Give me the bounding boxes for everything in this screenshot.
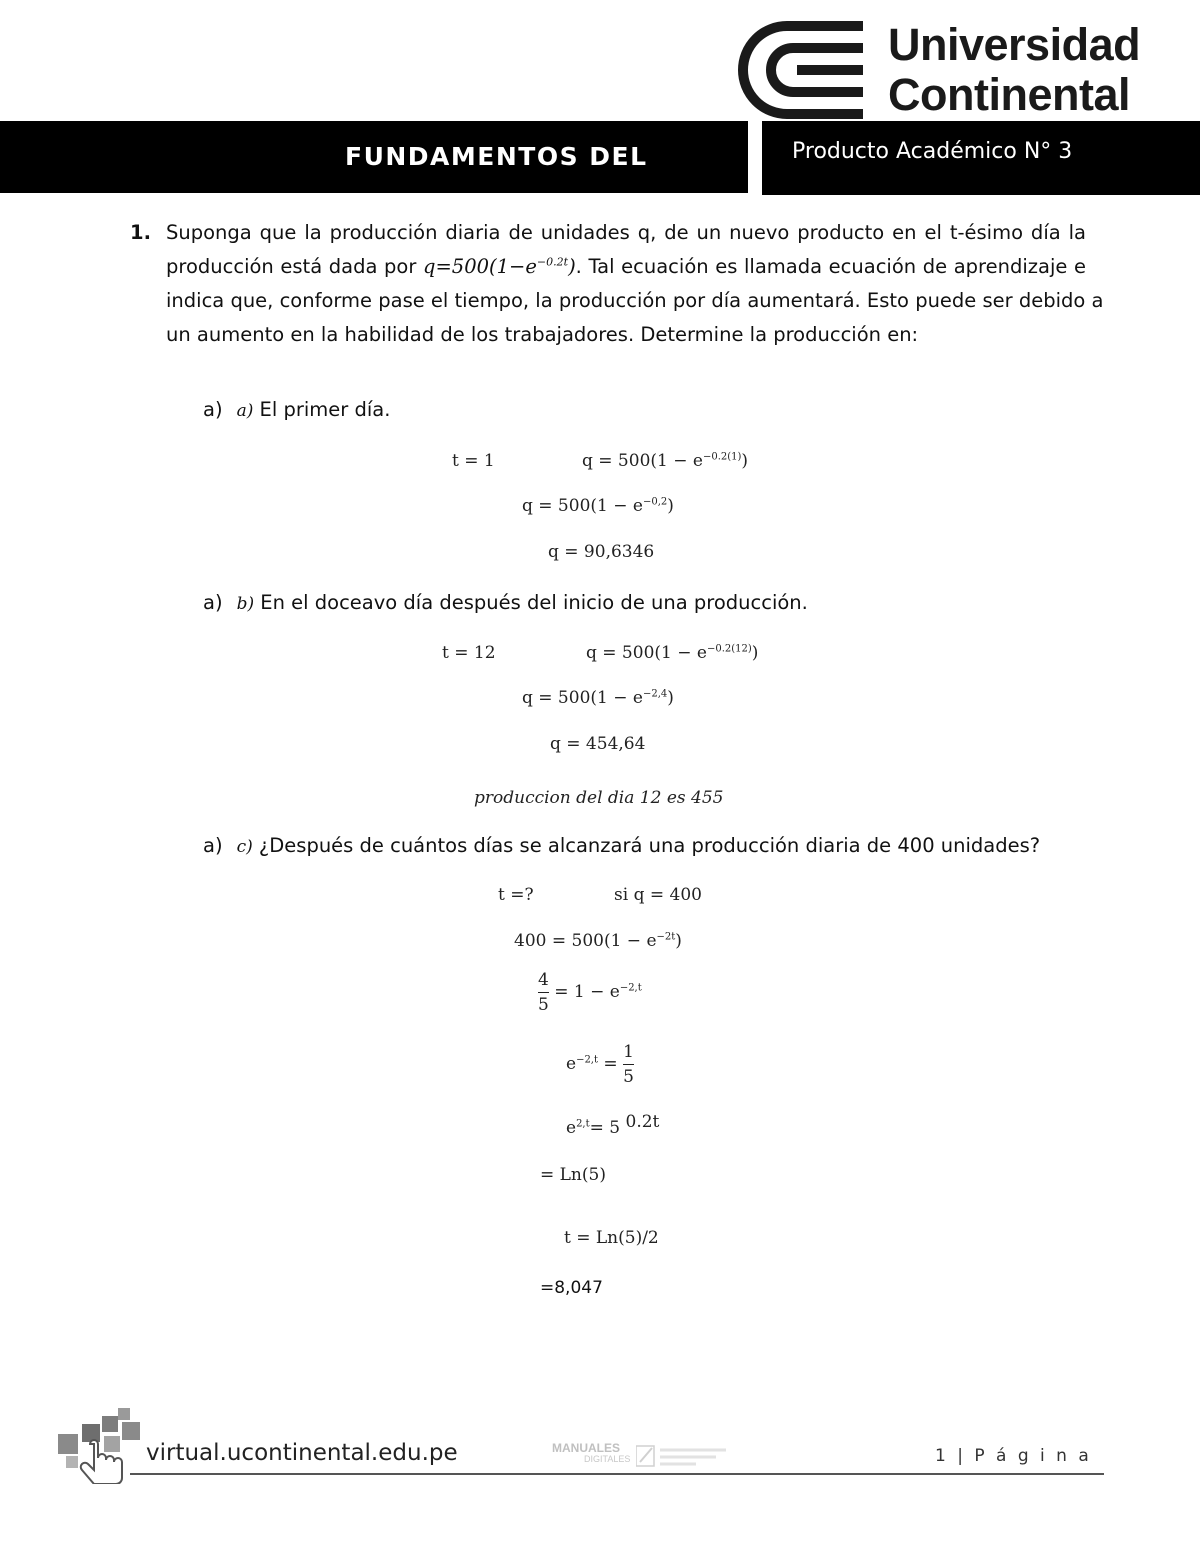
part-a-eq-q2: $q = 500(1 - e^{-0,2})$ (522, 496, 674, 516)
part-c-eq-400: $400 = 500(1 - e^{-2t})$ (514, 931, 682, 951)
question-number: 1. (130, 221, 151, 244)
part-b-heading (203, 591, 808, 614)
course-title: FUNDAMENTOS DEL (345, 142, 648, 171)
part-a-eq-result: q = 90,6346 (548, 542, 655, 562)
manuales-emblem-icon (636, 1444, 736, 1470)
part-marker: a) (203, 398, 223, 421)
fraction-one-fifth: $\frac{1}{5}$ (623, 1042, 634, 1087)
part-letter: a) (236, 401, 254, 421)
page-number (935, 1446, 1092, 1466)
question-line-2-end: . Tal ecuación es llamada ecuación de aprendizaje e (575, 255, 1087, 278)
part-marker: a) (203, 591, 223, 614)
part-text: ¿Después de cuántos días se alcanzará una producción diaria de 400 unidades? (252, 834, 1041, 857)
part-b-conclusion: produccion del dia 12 es 455 (474, 788, 724, 808)
part-letter: b) (236, 594, 255, 614)
question-line-2 (166, 255, 1086, 278)
part-marker: a) (203, 834, 223, 857)
question-line-2-start: producción está dada por (166, 255, 423, 278)
university-name-line1: Universidad (888, 19, 1141, 70)
fraction-four-fifths: $\frac{4}{5}$ (538, 970, 549, 1015)
university-name-line2: Continental (888, 69, 1130, 120)
question-line-3: indica que, conforme pase el tiempo, la producción por día aumentará. Esto puede ser debido a (166, 289, 1104, 312)
page-number-value: 1 (935, 1446, 949, 1466)
part-c-heading (203, 834, 1040, 857)
part-a-heading (203, 398, 390, 421)
part-text: El primer día. (253, 398, 391, 421)
part-b-eq-q1: $q = 500(1 - e^{-0.2(12)})$ (586, 643, 759, 663)
part-text: En el doceavo día después del inicio de una producción. (254, 591, 808, 614)
question-line-1: Suponga que la producción diaria de unidades q, de un nuevo producto en el t-ésimo día la (166, 221, 1086, 244)
part-c-eq-exp: $e^{-2,t}$ = $\frac{1}{5}$ (566, 1042, 634, 1087)
part-c-eq-t-result: t = Ln(5)/2 (564, 1228, 659, 1248)
part-c-eq-fraction: $\frac{4}{5}$ = $1 - e^{-2,t}$ (538, 970, 642, 1015)
part-c-eq-q: si q = 400 (614, 885, 702, 905)
product-label: Producto Académico N° 3 (792, 139, 1073, 164)
learning-equation: $q=500(1-e^{-0.2t})$ (422, 255, 576, 278)
page-word: | P á g i n a (957, 1446, 1092, 1466)
part-a-eq-q1: $q = 500(1 - e^{-0.2(1)})$ (582, 451, 749, 471)
part-c-eq-ln: = Ln(5) (540, 1165, 606, 1185)
part-a-eq-t: t = 1 (452, 451, 495, 471)
university-logo-icon (735, 20, 865, 120)
part-c-eq-final: =8,047 (540, 1278, 603, 1298)
part-b-eq-t: t = 12 (442, 643, 496, 663)
university-name (888, 20, 1140, 120)
part-c-eq-t: t =? (498, 885, 534, 905)
manuales-digitales-logo: MANUALES DIGITALES (552, 1442, 752, 1474)
part-letter: c) (236, 837, 253, 857)
part-c-eq-positive-exp: $e^{2,t}= 5$ 0.2t (566, 1112, 660, 1138)
part-b-eq-result: q = 454,64 (550, 734, 646, 754)
footer-url: virtual.ucontinental.edu.pe (146, 1440, 458, 1466)
part-b-eq-q2: $q = 500(1 - e^{-2,4})$ (522, 688, 674, 708)
question-line-4: un aumento en la habilidad de los trabajadores. Determine la producción en: (166, 323, 919, 346)
